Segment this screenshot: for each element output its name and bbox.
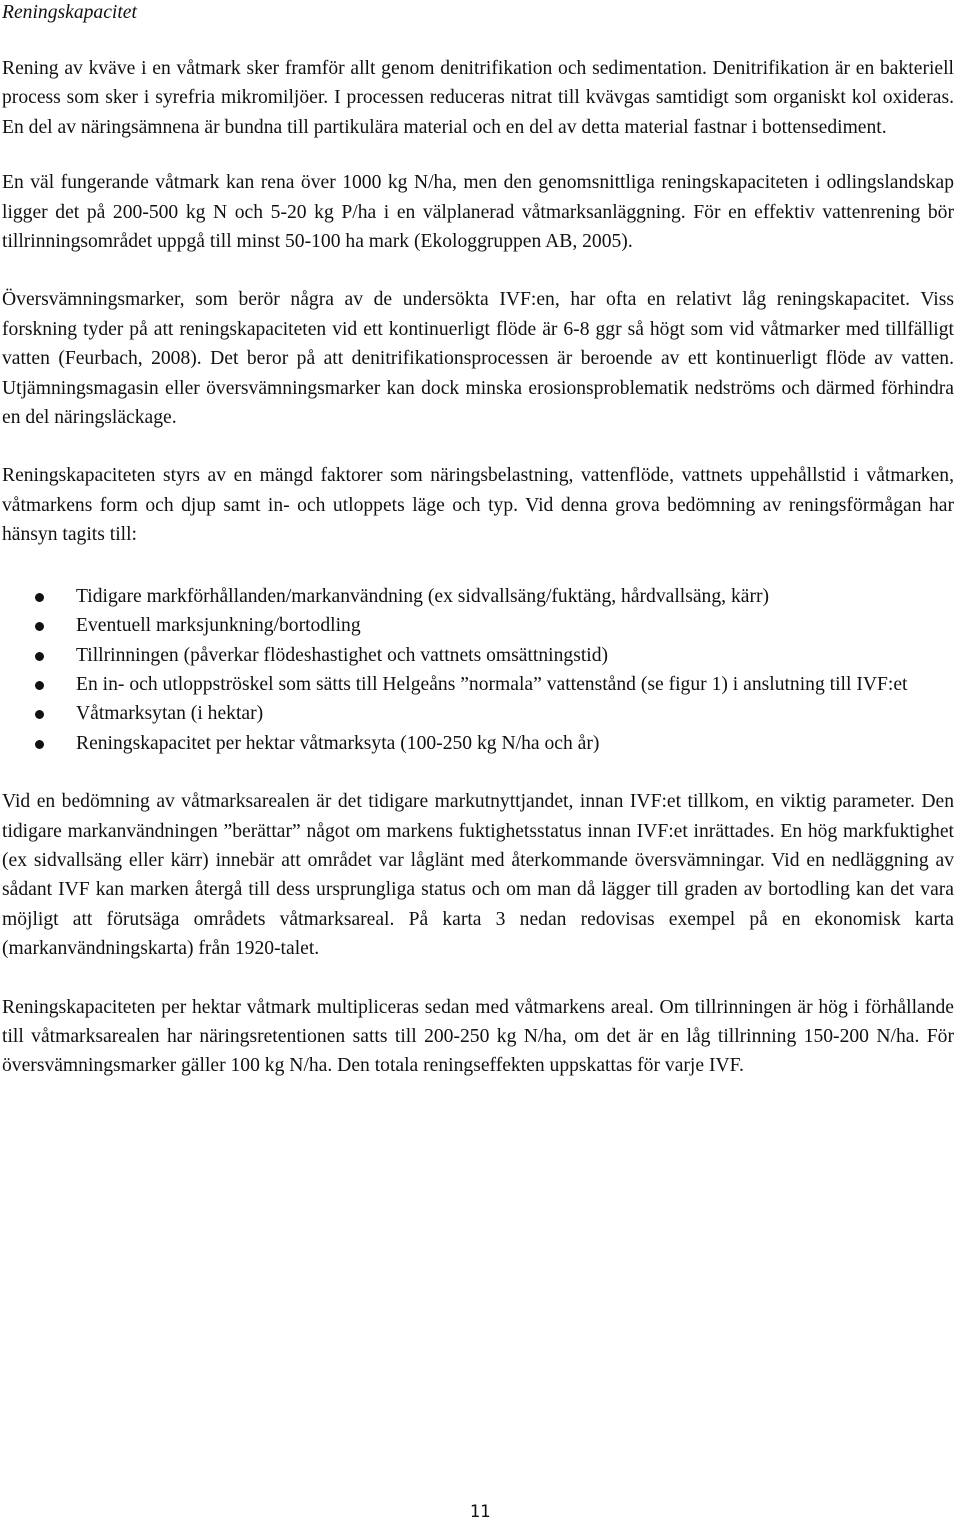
page-number: 11 (469, 1502, 491, 1522)
section-heading: Reningskapacitet (2, 2, 137, 23)
bullet-icon (35, 740, 44, 749)
bullet-icon (35, 593, 44, 602)
bullet-icon (35, 652, 44, 661)
list-item-text: Reningskapacitet per hektar våtmarksyta (100-250 kg N/ha och år) (76, 732, 600, 754)
paragraph-denitrification: Rening av kväve i en våtmark sker framför allt genom denitrifikation och sedimentation. Denitrifikation är en bakteriell process som sker i syrefria mikromiljöer. I processen reduceras nitrat till kvävgas samtidigt som organiskt kol oxideras. En del av näringsämnena är bundna till partikulära material och en del av detta material fastnar i bottensediment. (2, 58, 954, 138)
list-item (2, 582, 954, 611)
list-item-text: En in- och utloppströskel som sätts till Helgeåns ”normala” vattenstånd (se figur 1) i anslutning till IVF:et (76, 673, 908, 695)
paragraph-flood-meadows: Översvämningsmarker, som berör några av de undersökta IVF:en, har ofta en relativt låg reningskapacitet. Viss forskning tyder på att reningskapaciteten vid ett kontinuerligt flöde är 6-8 ggr så högt som vid våtmarker med tillfälligt vatten (Feurbach, 2008). Det beror på att denitrifikationsprocessen är beroende av ett kontinuerligt flöde av vatten. Utjämningsmagasin eller översvämningsmarker kan dock minska erosionsproblematik nedströms och därmed förhindra en del näringsläckage. (2, 289, 954, 429)
list-item (2, 611, 954, 640)
list-item-text: Våtmarksytan (i hektar) (76, 703, 264, 725)
bullet-icon (35, 681, 44, 690)
bullet-icon (35, 622, 44, 631)
list-item (2, 670, 954, 699)
paragraph-calculation: Reningskapaciteten per hektar våtmark multipliceras sedan med våtmarkens areal. Om tillrinningen är hög i förhållande till våtmarksarealen har näringsretentionen satts till 200-250 kg N/ha, om det är en låg tillrinning 150-200 N/ha. För översvämningsmarker gäller 100 kg N/ha. Den totala reningseffekten uppskattas för varje IVF. (2, 996, 954, 1077)
list-item (2, 729, 954, 758)
factor-list (2, 582, 954, 758)
list-item-text: Tillrinningen (påverkar flödeshastighet och vattnets omsättningstid) (76, 644, 609, 666)
paragraph-wetland-area: Vid en bedömning av våtmarksarealen är det tidigare markutnyttjandet, innan IVF:et tillkom, en viktig parameter. Den tidigare markanvändningen ”berättar” något om markens fuktighetsstatus innan IVF:et inrättades. En hög markfuktighet (ex sidvallsäng eller kärr) innebär att området var låglänt med återkommande översvämningar. Vid en nedläggning av sådant IVF kan marken återgå till dess ursprungliga status och om man då lägger till graden av bortodling kan det vara möjligt att förutsäga områdets våtmarksareal. På karta 3 nedan redovisas exempel på en ekonomisk karta (markanvändningskarta) från 1920-talet. (2, 791, 954, 960)
paragraph-factors: Reningskapaciteten styrs av en mängd faktorer som näringsbelastning, vattenflöde, vattnets uppehållstid i våtmarken, våtmarkens form och djup samt in- och utloppets läge och typ. Vid denna grova bedömning av reningsförmågan har hänsyn tagits till: (2, 465, 954, 546)
paragraph-capacity: En väl fungerande våtmark kan rena över 1000 kg N/ha, men den genomsnittliga reningskapaciteten i odlingslandskap ligger det på 200-500 kg N och 5-20 kg P/ha i en välplanerad våtmarksanläggning. För en effektiv vattenrening bör tillrinningsområdet uppgå till minst 50-100 ha mark (Ekologgruppen AB, 2005). (2, 172, 954, 253)
list-item-text: Eventuell marksjunkning/bortodling (76, 615, 361, 637)
list-item-text: Tidigare markförhållanden/markanvändning (ex sidvallsäng/fuktäng, hårdvallsäng, kärr) (76, 585, 770, 607)
bullet-icon (35, 710, 44, 719)
list-item (2, 699, 954, 728)
list-item (2, 641, 954, 670)
